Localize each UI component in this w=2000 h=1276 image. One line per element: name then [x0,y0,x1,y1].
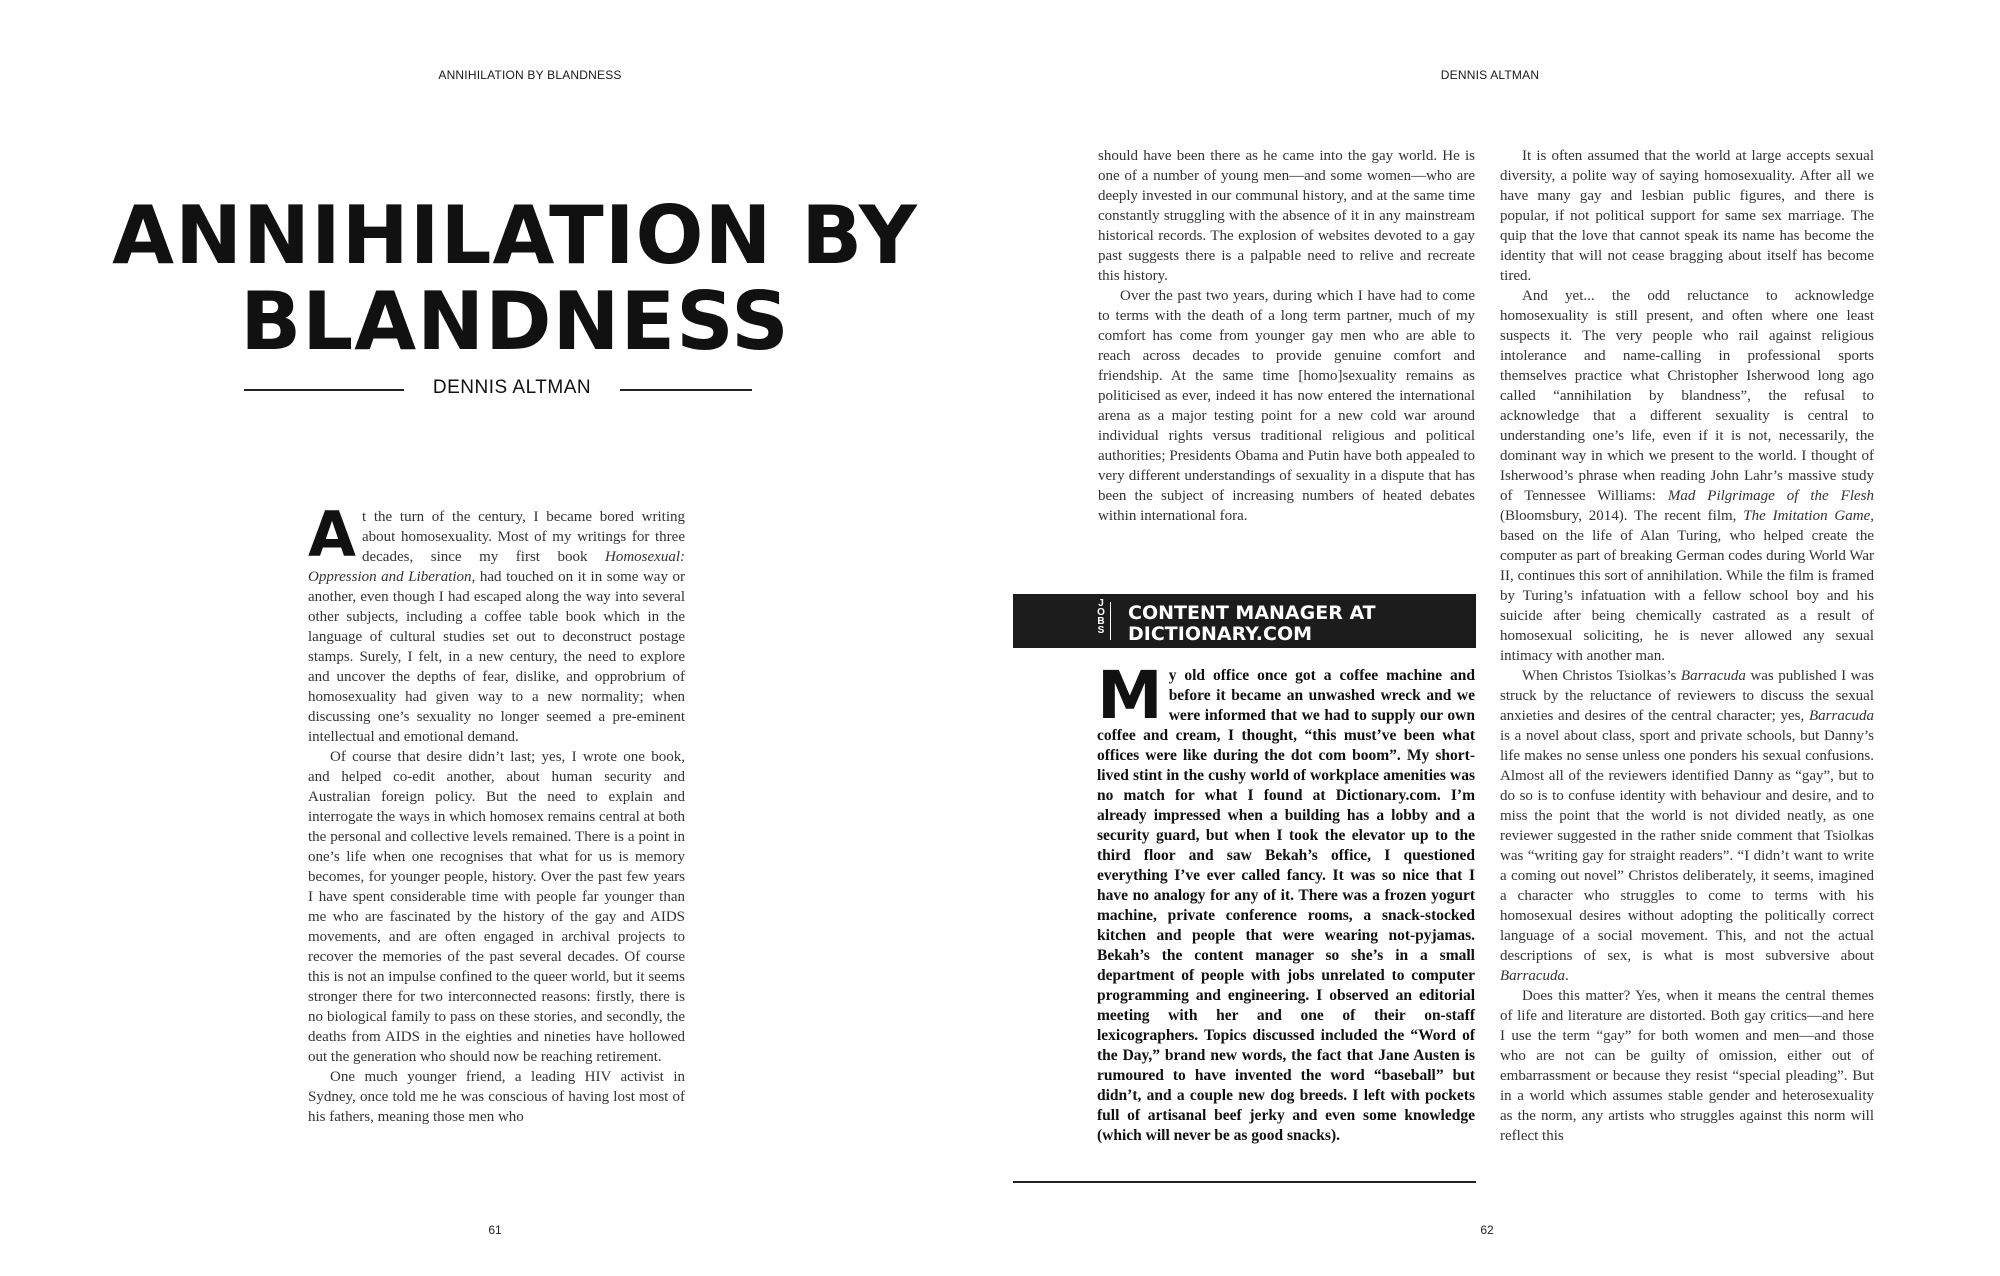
title-line-2: BLANDNESS [240,275,790,368]
jobs-sidebar-banner [1013,594,1476,648]
paragraph-2: Of course that desire didn’t last; yes, I wrote one book, and helped co-edit another, about human security and Australian foreign policy. But the need to explain and interrogate the ways in which homosex remains central at both the personal and collective levels remained. There is a point in one’s life when one recognises that what for us is memory becomes, for younger people, history. Over the past few years I have spent considerable time with people far younger than me who are fascinated by the history of the gay and AIDS movements, and are often engaged in archival projects to recover the memories of the past several decades. Of course this is not an impulse confined to the queer world, but it seems stronger there for two interconnected reasons: firstly, there is no biological family to pass on these stories, and secondly, the deaths from AIDS in the eighties and nineties have hollowed out the generation who should now be reaching retirement. [308,749,685,1065]
paragraph-3: One much younger friend, a leading HIV activist in Sydney, once told me he was conscious of having lost most of his fathers, meaning those men who [308,1069,685,1125]
paragraph: Over the past two years, during which I have had to come to terms with the death of a long term partner, much of my comfort has come from younger gay men who are able to reach across decades to provide genuine comfort and friendship. At the same time [homo]sexuality remains as politicised as ever, indeed it has now entered the international arena as a major testing point for a new cold war around individual rights versus traditional religious and political authorities; Presidents Obama and Putin have both appealed to very different understandings of sexuality in a dispute that has been the subject of increasing numbers of heated debates within international fora. [1098,288,1475,524]
paragraph: It is often assumed that the world at large accepts sexual diversity, a polite way of saying homosexuality. After all we have many gay and lesbian public figures, and there is popular, if not political support for same sex marriage. The quip that the love that cannot speak its name has become the identity that will not cease bragging about itself has become tired. [1500,148,1874,284]
film-title: The Imitation Game [1743,508,1871,524]
drop-cap: A [308,498,356,571]
paragraph: Does this matter? Yes, when it means the central themes of life and literature are distorted. Both gay critics—and here I use the term “gay” for both women and men—and those who are not can be guilty of omission, either out of embarrassment or because they resist “special pleading”. But in a world which assumes stable gender and heterosexuality as the norm, any artists who struggles against this norm will reflect this [1500,988,1874,1144]
sidebar-paragraph: My old office once got a coffee machine and before it became an unwashed wreck and we were informed that we had to supply our own coffee and cream, I thought, “this must’ve been what offices were like during the dot com boom”. My short-lived stint in the cushy world of workplace amenities was no match for what I found at Dictionary.com. I’m already impressed when a building has a lobby and a security guard, but when I took the elevator up to the third floor and saw Bekah’s office, I questioned everything I’ve ever called fancy. It was so nice that I have no analogy for any of it. There was a frozen yogurt machine, private conference rooms, a snack-stocked kitchen and people that were wearing not-pyjamas. Bekah’s the content manager so she’s in a small department of people with jobs unrelated to computer programming and engineering. I observed an editorial meeting with her and one of their on-staff lexicographers. Topics discussed included the “Word of the Day,” brand new words, the fact that Jane Austen is rumoured to have invented the word “baseball” but didn’t, and a couple new dog breeds. I left with pockets full of artisanal beef jerky and even some knowledge (which will never be as good snacks). [1097,657,1475,1144]
book-title: Barracuda [1500,968,1565,984]
banner-divider [1110,602,1111,640]
sidebar-body [1097,657,1475,1146]
byline-rule-left [244,389,404,391]
drop-cap: M [1097,657,1163,734]
jobs-tag: J O B S [1097,598,1105,636]
paragraph: should have been there as he came into the gay world. He is one of a number of young men—and some women—who are deeply invested in our communal history, and at the same time constantly struggling with the absence of it in any mainstream historical records. The explosion of websites devoted to a gay past suggests there is a palpable need to relive and recreate this history. [1098,148,1475,284]
book-title: Mad Pilgrimage of the Flesh [1667,488,1874,504]
book-title: Barracuda [1680,668,1746,684]
running-head-left: ANNIHILATION BY BLANDNESS [438,68,622,82]
paragraph: When Christos Tsiolkas’s Barracuda was published I was struck by the reluctance of reviewers to discuss the sexual anxieties and desires of the central character; yes, Barracuda is a novel about class, sport and private schools, but Danny’s life makes no sense unless one ponders his sexual confusions. Almost all of the reviewers identified Danny as “gay”, but to do so is to confuse identity with behaviour and desire, and to miss the point that the world is not divided neatly, as one reviewer suggested in the rather snide comment that Tsiolkas was “writing gay for straight readers”. “I didn’t want to write a coming out novel” Christos deliberately, it seems, imagined a character who struggles to come to terms with his homosexual desires without adopting the politically correct language of a social movement. This, and not the actual descriptions of sex, is what is most subversive about Barracuda. [1500,668,1875,984]
paragraph: And yet... the odd reluctance to acknowledge homosexuality is still present, and often where one least suspects it. The very people who rail against religious intolerance and name-calling in professional sports themselves practice what Christopher Isherwood long ago called “annihilation by blandness”, the refusal to acknowledge that a different sexuality is central to understanding one’s life, even if it is not, necessarily, the dominant way in which we present to the world. I thought of Isherwood’s phrase when reading John Lahr’s massive study of Tennessee Williams: Mad Pilgrimage of the Flesh (Bloomsbury, 2014). The recent film, The Imitation Game, based on the life of Alan Turing, who helped create the computer as part of breaking German codes during World War II, continues this sort of annihilation. While the film is framed by Turing’s infatuation with a fellow school boy and his suicide after being chemically castrated as a result of homosexual soliciting, he is never allowed any sexual intimacy with another man. [1500,288,1874,664]
page-number-left: 61 [488,1223,502,1237]
byline: DENNIS ALTMAN [432,377,592,398]
page-number-right: 62 [1480,1223,1494,1237]
right-column-2 [1500,146,1874,1146]
byline-rule-right [620,389,752,391]
right-column-1 [1098,146,1475,526]
running-head-right: DENNIS ALTMAN [1440,68,1540,82]
sidebar-title: CONTENT MANAGER AT DICTIONARY.COM [1128,602,1376,645]
left-column [308,498,686,1127]
book-title: Homosexual: Oppression and Liberation [308,549,685,585]
book-title: Barracuda [1809,708,1874,724]
paragraph-1: At the turn of the century, I became bored writing about homosexuality. Most of my writings for three decades, since my first book Homosexual: Oppression and Liberation, had touched on it in some way or another, even though I had escaped along the way into several other subjects, including a coffee table book which in the language of cultural studies set out to deconstruct postage stamps. Surely, I felt, in a new century, the need to explore and uncover the depths of fear, dislike, and opprobrium of homosexuality had given way to a new normality; when discussing one’s sexuality no longer seemed a pre-eminent intellectual and emotional demand. [308,498,686,745]
sidebar-bottom-rule [1013,1181,1476,1183]
title-line-1: ANNIHILATION BY [112,189,918,282]
article-title [100,189,930,368]
